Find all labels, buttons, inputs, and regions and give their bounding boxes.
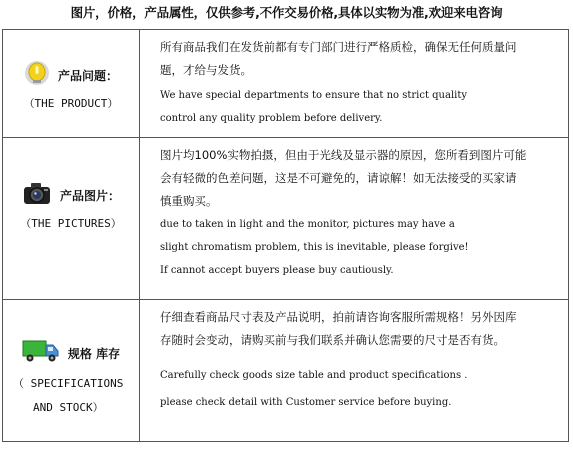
product-subtitle: （THE PRODUCT） xyxy=(23,97,119,110)
camera-icon xyxy=(22,180,52,210)
table-row-specifications xyxy=(3,300,569,442)
product-title: 产品问题： xyxy=(57,68,118,83)
pictures-text-cell xyxy=(140,138,569,300)
table-row-pictures xyxy=(3,138,569,300)
specs-text-cell xyxy=(140,300,569,442)
specs-en-line-1: Carefully check goods size table and product specifications . xyxy=(160,370,468,381)
specs-title: 规格 库存 xyxy=(67,346,121,361)
pictures-subtitle: （THE PICTURES） xyxy=(20,217,122,230)
specs-subtitle-line-1: （ SPECIFICATIONS xyxy=(13,377,124,390)
pictures-en-line-1: due to taken in light and the monitor, pictures may have a xyxy=(160,219,455,230)
pictures-cn-line-1: 图片均100%实物拍摄，但由于光线及显示器的原因，您所看到图片可能 xyxy=(160,148,527,162)
pictures-cn-line-2: 会有轻微的色差问题，这是不可避免的，请谅解！如无法接受的买家请 xyxy=(160,171,517,185)
product-cn-line-1: 所有商品我们在发货前都有专门部门进行严格质检，确保无任何质量问 xyxy=(160,40,517,54)
product-cn-line-2: 题，才给与发货。 xyxy=(160,63,252,77)
product-text-cell xyxy=(140,30,569,138)
product-en-line-2: control any quality problem before delivery. xyxy=(160,113,383,124)
table-row-product xyxy=(3,30,569,138)
product-label-cell xyxy=(3,30,140,138)
pictures-cn-line-3: 慎重购买。 xyxy=(160,194,218,208)
specs-cn-line-1: 仔细查看商品尺寸表及产品说明，拍前请咨询客服所需规格！另外因库 xyxy=(160,310,517,324)
specs-label-cell xyxy=(3,300,140,442)
pictures-title: 产品图片： xyxy=(59,188,120,203)
specs-cn-line-2: 存随时会变动，请购买前与我们联系并确认您需要的尺寸是否有货。 xyxy=(160,333,505,347)
specs-en-line-2: please check detail with Customer service before buying. xyxy=(160,397,452,408)
product-en-line-1: We have special departments to ensure that no strict quality xyxy=(160,90,468,101)
pictures-label-cell xyxy=(3,138,140,300)
disclaimer-header: 图片，价格，产品属性，仅供参考,不作交易价格,具体以实物为准,欢迎来电咨询 xyxy=(70,5,503,20)
pictures-en-line-2: slight chromatism problem, this is inevitable, please forgive! xyxy=(160,242,469,253)
product-info-table xyxy=(2,29,569,442)
warning-bulb-icon xyxy=(24,60,50,90)
pictures-en-line-3: If cannot accept buyers please buy cautiously. xyxy=(160,265,394,276)
delivery-truck-icon xyxy=(22,338,60,368)
specs-subtitle-line-2: AND STOCK） xyxy=(33,401,104,414)
